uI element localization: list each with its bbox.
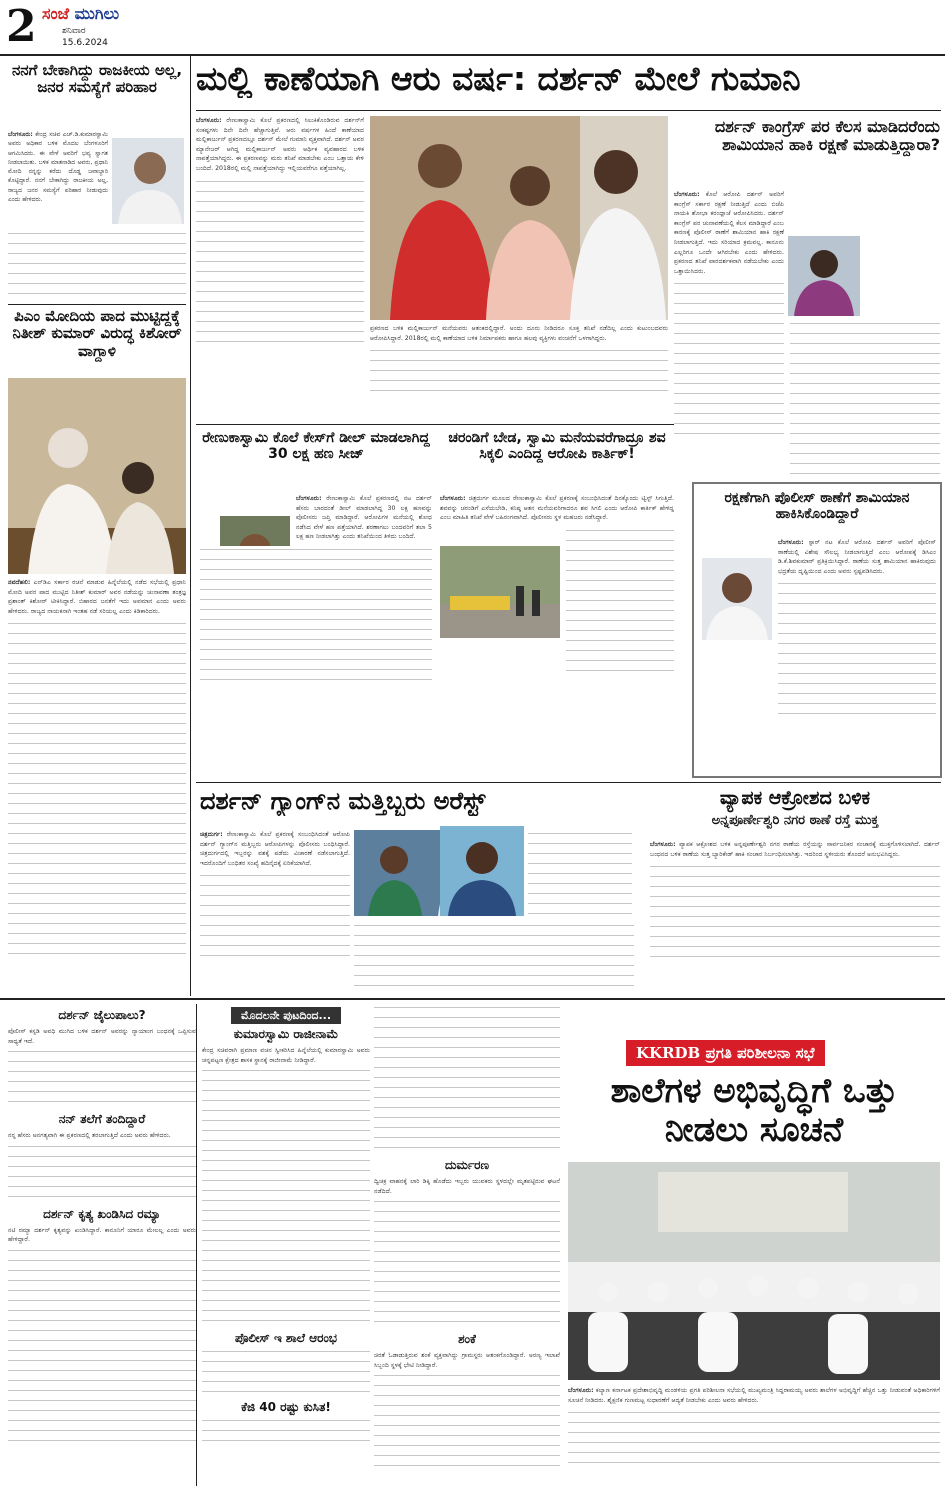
police-box-body-continued: [778, 580, 936, 720]
lead-dateline: ಬೆಂಗಳೂರು:: [196, 117, 222, 124]
hk-article: [8, 130, 186, 300]
renuka-body: ರೇಣುಕಾಸ್ವಾಮಿ ಕೊಲೆ ಪ್ರಕರಣದಲ್ಲಿ ನಟ ದರ್ಶನ್ ಹೆಸರು ಬಾರದಂತೆ ಡೀಲ್ ಮಾಡಲಾಗಿದ್ದ 30 ಲಕ್ಷ ಹಣವನ್ನು ಪೊಲೀಸರು ಜಪ್ತಿ ಮಾಡಿದ್ದಾರೆ. ಆರೋಪಿಗಳ ಮನೆಯಲ್ಲಿ ಶೋಧ ನಡೆಸಿದ ವೇಳೆ ಹಣ ಪತ್ತೆಯಾಗಿದೆ. ಶರಣಾಗಲು ಬಂದವರಿಗೆ ತಲಾ 5 ಲಕ್ಷ ಹಣ ನೀಡಲಾಗಿತ್ತು ಎಂದು ತನಿಖೆಯಿಂದ ತಿಳಿದು ಬಂದಿದೆ.: [296, 495, 432, 541]
gang-article: [200, 830, 350, 990]
renuka-dateline: ಬೆಂಗಳೂರು:: [296, 495, 322, 502]
shamiyana-headline: ದರ್ಶನ್ ಕಾಂಗ್ರೆಸ್ ಪರ ಕೆಲಸ ಮಾಡಿದರೆಂದು ಶಾಮಿಯಾನ ಹಾಕಿ ರಕ್ಷಣೆ ಮಾಡುತ್ತಿದ್ದಾರಾ?: [714, 117, 940, 155]
column-divider-2: [196, 1004, 197, 1486]
renuka-headline: ರೇಣುಕಾಸ್ವಾಮಿ ಕೊಲೆ ಕೇಸ್‌ಗೆ ಡೀಲ್ ಮಾಡಲಾಗಿದ್ದ 30 ಲಕ್ಷ ಹಣ ಸೀಜ್: [202, 430, 430, 463]
road-headline: ವ್ಯಾಪಕ ಆಕ್ರೋಶದ ಬಳಿಕ: [719, 787, 871, 809]
durmarana-body: ದ್ವಿಚಕ್ರ ವಾಹನಕ್ಕೆ ಲಾರಿ ಡಿಕ್ಕಿ ಹೊಡೆದು ಇಬ್ಬರು ಯುವಕರು ಸ್ಥಳದಲ್ಲೇ ಮೃತಪಟ್ಟಿರುವ ಘಟನೆ ನಡೆದಿದೆ.: [374, 1178, 560, 1195]
police-box: [692, 482, 942, 778]
lead-article-2: [370, 324, 668, 420]
road-subheadline: ಅನ್ನಪೂರ್ಣೇಶ್ವರಿ ನಗರ ಠಾಣೆ ರಸ್ತೆ ಮುಕ್ತ: [711, 813, 879, 828]
modi-body: ಎನ್‌ಡಿಎ ಸರ್ಕಾರ ರಚನೆ ಮಾಡುವ ಹಿನ್ನೆಲೆಯಲ್ಲಿ ನಡೆದ ಸಭೆಯಲ್ಲಿ ಪ್ರಧಾನಿ ಮೋದಿ ಅವರ ಪಾದ ಮುಟ್ಟಿದ ನಿತೀಶ್ ಕುಮಾರ್ ಅವರ ನಡೆಯನ್ನು ಚುನಾವಣಾ ತಂತ್ರಜ್ಞ ಪ್ರಶಾಂತ್ ಕಿಶೋರ್ ಟೀಕಿಸಿದ್ದಾರೆ. ಬಿಹಾರದ ಜನತೆಗೆ ಇದು ಅವಮಾನ ಎಂದು ಅವರು ಹೇಳಿದರು. ರಾಜ್ಯದ ನಾಯಕನಾಗಿ ಇಂತಹ ನಡೆ ಸರಿಯಲ್ಲ ಎಂದು ಕಿಡಿಕಾರಿದರು.: [8, 579, 186, 615]
newspaper-brand: [42, 4, 119, 24]
hdk-continued-2: [374, 1004, 560, 1154]
gang-accused-photo-2: [440, 826, 524, 916]
nan-tale-body: ನನ್ನ ಹೆಸರು ಅನಗತ್ಯವಾಗಿ ಈ ಪ್ರಕರಣದಲ್ಲಿ ತರಲಾಗುತ್ತಿದೆ ಎಂದು ಅವರು ಹೇಳಿದರು.: [8, 1132, 171, 1140]
issue-day: ಶನಿವಾರ: [62, 26, 86, 36]
kkrdb-dateline: ಬೆಂಗಳೂರು:: [568, 1387, 594, 1394]
gang-dateline: ಚಿತ್ರದುರ್ಗ:: [200, 831, 223, 838]
renuka-body-continued: [200, 546, 432, 686]
bottom-mid2-column: [374, 1004, 560, 1486]
police-school-title: ಪೊಲೀಸ್ ಇ ಶಾಲೆ ಆರಂಭ: [235, 1331, 337, 1346]
karthik-headline: ಚರಂಡಿಗೆ ಬೇಡ, ಸ್ವಾಮಿ ಮನೆಯವರೆಗಾದ್ರೂ ಶವ ಸಿಕ್ಕಲಿ ಎಂದಿದ್ದ ಆರೋಪಿ ಕಾರ್ತಿಕ್!: [448, 430, 666, 463]
ramya-continued: [8, 1247, 196, 1445]
hdk-continued: [202, 1067, 370, 1327]
karthik-article: [440, 494, 674, 776]
shamiyana-body: ಕೊಲೆ ಆರೋಪಿ ದರ್ಶನ್ ಅವರಿಗೆ ಕಾಂಗ್ರೆಸ್ ಸರ್ಕಾರ ರಕ್ಷಣೆ ನೀಡುತ್ತಿದೆ ಎಂದು ಬಿಜೆಪಿ ನಾಯಕಿ ಶೋಭಾ ಕರಂದ್ಲಾಜೆ ಆರೋಪಿಸಿದರು. ದರ್ಶನ್ ಕಾಂಗ್ರೆಸ್ ಪರ ಚುನಾವಣೆಯಲ್ಲಿ ಕೆಲಸ ಮಾಡಿದ್ದಾರೆ ಎಂಬ ಕಾರಣಕ್ಕೆ ಪೊಲೀಸ್ ಠಾಣೆಗೆ ಶಾಮಿಯಾನ ಹಾಕಿ ರಕ್ಷಣೆ ನೀಡಲಾಗುತ್ತಿದೆ. ಇದು ಸರಿಯಾದ ಕ್ರಮವಲ್ಲ. ಕಾನೂನು ಎಲ್ಲರಿಗೂ ಒಂದೇ ಆಗಿರಬೇಕು ಎಂದು ಹೇಳಿದರು. ಪ್ರಕರಣದ ತನಿಖೆ ಪಾರದರ್ಶಕವಾಗಿ ನಡೆಯಬೇಕು ಎಂದು ಒತ್ತಾಯಿಸಿದರು.: [674, 191, 784, 275]
gang-headline: ದರ್ಶನ್ ಗ್ಯಾಂಗ್‌ನ ಮತ್ತಿಬ್ಬರು ಅರೆಸ್ಟ್: [200, 788, 486, 815]
lead-rule: [196, 110, 941, 111]
section-rule: [8, 304, 186, 305]
gang-body: ರೇಣುಕಾಸ್ವಾಮಿ ಕೊಲೆ ಪ್ರಕರಣಕ್ಕೆ ಸಂಬಂಧಿಸಿದಂತೆ ಆರೋಪಿ ದರ್ಶನ್ ಗ್ಯಾಂಗ್‌ನ ಮತ್ತಿಬ್ಬರು ಆರೋಪಿಗಳನ್ನು ಪೊಲೀಸರು ಬಂಧಿಸಿದ್ದಾರೆ. ಚಿತ್ರದುರ್ಗದಲ್ಲಿ ಇಬ್ಬರನ್ನು ವಶಕ್ಕೆ ಪಡೆದು ವಿಚಾರಣೆ ನಡೆಸಲಾಗುತ್ತಿದೆ. ಇದರೊಂದಿಗೆ ಬಂಧಿತರ ಸಂಖ್ಯೆ ಹದಿನೈದಕ್ಕೆ ಏರಿಕೆಯಾಗಿದೆ.: [200, 831, 350, 867]
bottom-mid-column: [202, 1004, 370, 1486]
kumaraswamy-photo: [112, 138, 184, 224]
gang-body-continued: [200, 872, 350, 956]
kkrdb-body: ಕಲ್ಯಾಣ ಕರ್ನಾಟಕ ಪ್ರದೇಶಾಭಿವೃದ್ಧಿ ಮಂಡಳಿಯ ಪ್ರಗತಿ ಪರಿಶೀಲನಾ ಸಭೆಯಲ್ಲಿ ಮುಖ್ಯಮಂತ್ರಿ ಸಿದ್ದರಾಮಯ್ಯ ಅವರು ಶಾಲೆಗಳ ಅಭಿವೃದ್ಧಿಗೆ ಹೆಚ್ಚಿನ ಒತ್ತು ನೀಡುವಂತೆ ಅಧಿಕಾರಿಗಳಿಗೆ ಸೂಚನೆ ನೀಡಿದರು. ಶೈಕ್ಷಣಿಕ ಗುಣಮಟ್ಟ ಸುಧಾರಣೆಗೆ ಆದ್ಯತೆ ನೀಡಬೇಕು ಎಂದು ಅವರು ಹೇಳಿದರು.: [568, 1387, 940, 1404]
shanke-continued: [374, 1372, 560, 1468]
kkrdb-label-en: KKRDB: [636, 1044, 701, 1062]
kkrdb-article: [568, 1040, 940, 1484]
nan-tale-title: ನನ್ ತಲೆಗೆ ತಂದಿದ್ದಾರೆ: [58, 1112, 146, 1127]
shamiyana-article: [674, 190, 784, 480]
lead-body-continued: [196, 178, 364, 348]
bottom-left-column: [8, 1008, 196, 1484]
shanke-title: ಶಂಕೆ: [458, 1332, 476, 1347]
issue-date: 15.6.2024: [62, 38, 108, 48]
gang-body-column-2: [354, 922, 634, 988]
dk-shivakumar-photo: [702, 558, 772, 640]
durmarana-continued: [374, 1198, 560, 1328]
shanke-body: ಚಿರತೆ ಓಡಾಡುತ್ತಿರುವ ಶಂಕೆ ವ್ಯಕ್ತವಾಗಿದ್ದು ಗ್ರಾಮಸ್ಥರು ಆತಂಕಗೊಂಡಿದ್ದಾರೆ. ಅರಣ್ಯ ಇಲಾಖೆ ಸಿಬ್ಬಂದಿ ಸ್ಥಳಕ್ಕೆ ಭೇಟಿ ನೀಡಿದ್ದಾರೆ.: [374, 1352, 560, 1369]
road-article: [650, 840, 940, 990]
police-box-headline: ರಕ್ಷಣೆಗಾಗಿ ಪೊಲೀಸ್ ಠಾಣೆಗೆ ಶಾಮಿಯಾನ ಹಾಕಿಸಿಕೊಂಡಿದ್ದಾರೆ: [724, 490, 910, 523]
kkrdb-label-kn: ಪ್ರಗತಿ ಪರಿಶೀಲನಾ ಸಭೆ: [705, 1044, 815, 1062]
kkrdb-body-continued: [568, 1409, 940, 1469]
shobha-photo: [788, 236, 860, 316]
karthik-body-continued: [566, 527, 674, 677]
hk-headline: ನನಗೆ ಬೇಕಾಗಿದ್ದು ರಾಜಕೀಯ ಅಲ್ಲ, ಜನರ ಸಮಸ್ಯೆಗೆ ಪರಿಹಾರ: [11, 61, 183, 97]
ramya-title: ದರ್ಶನ್ ಕೃತ್ಯ ಖಂಡಿಸಿದ ರಮ್ಯಾ: [43, 1206, 161, 1221]
gang-body-column-3: [528, 830, 632, 918]
hdk-title: ಕುಮಾರಸ್ವಾಮಿ ರಾಜೀನಾಮೆ: [233, 1027, 339, 1041]
page-number: 2: [6, 1, 37, 52]
nan-tale-continued: [8, 1143, 196, 1201]
karthik-dateline: ಬೆಂಗಳೂರು:: [440, 495, 466, 502]
police-box-dateline: ಬೆಂಗಳೂರು:: [778, 539, 804, 546]
brand-part-1: ಸಂಜೆ: [42, 4, 69, 23]
shamiyana-dateline: ಬೆಂಗಳೂರು:: [674, 191, 700, 198]
road-dateline: ಬೆಂಗಳೂರು:: [650, 841, 676, 848]
police-school-continued: [202, 1348, 370, 1398]
column-divider: [190, 56, 191, 996]
durmarana-title: ದುರ್ಮರಣ: [444, 1158, 490, 1172]
modi-article: [8, 578, 186, 988]
section-rule-2: [196, 424, 674, 425]
hdk-body: ಕೇಂದ್ರ ಸಚಿವರಾಗಿ ಪ್ರಮಾಣ ವಚನ ಸ್ವೀಕರಿಸಿದ ಹಿನ್ನೆಲೆಯಲ್ಲಿ ಕುಮಾರಸ್ವಾಮಿ ಅವರು ಚನ್ನಪಟ್ಟಣ ಕ್ಷೇತ್ರದ ಶಾಸಕ ಸ್ಥಾನಕ್ಕೆ ರಾಜೀನಾಮೆ ನೀಡಿದ್ದಾರೆ.: [202, 1047, 370, 1064]
darshan-jail-continued: [8, 1048, 196, 1106]
price-continued: [202, 1417, 370, 1441]
karthik-body: ಚಿತ್ರದುರ್ಗ ಮೂಲದ ರೇಣುಕಾಸ್ವಾಮಿ ಕೊಲೆ ಪ್ರಕರಣಕ್ಕೆ ಸಂಬಂಧಿಸಿದಂತೆ ದಿನಕ್ಕೊಂದು ಟ್ವಿಸ್ಟ್ ಸಿಗುತ್ತಿದೆ. ಶವವನ್ನು ಚರಂಡಿಗೆ ಎಸೆಯಬೇಡಿ, ಕನಿಷ್ಠ ಆತನ ಮನೆಯವರಿಗಾದರೂ ಶವ ಸಿಗಲಿ ಎಂದು ಆರೋಪಿ ಕಾರ್ತಿಕ್ ಹೇಳಿದ್ದ ಎಂಬ ಮಾಹಿತಿ ತನಿಖೆ ವೇಳೆ ಬಹಿರಂಗವಾಗಿದೆ. ಪೊಲೀಸರು ಸ್ಥಳ ಮಹಜರು ನಡೆಸಿದ್ದಾರೆ.: [440, 495, 674, 522]
price-title: ಕೆಜಿ 40 ರಷ್ಟು ಕುಸಿತ!: [241, 1400, 331, 1415]
modi-headline: ಪಿಎಂ ಮೋದಿಯ ಪಾದ ಮುಟ್ಟಿದ್ದಕ್ಕೆ ನಿತೀಶ್ ಕುಮಾರ್ ವಿರುದ್ಧ ಕಿಶೋರ್ ವಾಗ್ದಾಳಿ: [12, 307, 182, 360]
lead-body-2: ಪ್ರಕರಣದ ಬಳಿಕ ಮಲ್ಲಿಕಾರ್ಜುನ್ ಮನೆಯವರು ಆತಂಕದಲ್ಲಿದ್ದಾರೆ. ಅಂದು ದೂರು ನೀಡಿದರೂ ಸೂಕ್ತ ತನಿಖೆ ನಡೆದಿಲ್ಲ ಎಂದು ಕುಟುಂಬದವರು ಆರೋಪಿಸಿದ್ದಾರೆ. 2018ರಲ್ಲಿ ಮಲ್ಲಿ ಕಾಣೆಯಾದ ಬಳಿಕ ನಿರ್ಮಾಪಕರು ಹಾಗೂ ಹಲವು ವ್ಯಕ್ತಿಗಳು ವಂಚನೆಗೆ ಒಳಗಾಗಿದ್ದರು.: [370, 325, 668, 342]
darshan-group-photo: [370, 116, 668, 320]
lead-article: [196, 116, 364, 416]
bottom-rule: [0, 998, 945, 1000]
ramya-body: ನಟಿ ರಮ್ಯಾ ದರ್ಶನ್ ಕೃತ್ಯವನ್ನು ಖಂಡಿಸಿದ್ದಾರೆ. ಕಾನೂನಿಗೆ ಯಾರೂ ಮೇಲಲ್ಲ ಎಂದು ಅವರು ಹೇಳಿದ್ದಾರೆ.: [8, 1226, 196, 1244]
lead-headline: ಮಲ್ಲಿ ಕಾಣೆಯಾಗಿ ಆರು ವರ್ಷ: ದರ್ಶನ್ ಮೇಲೆ ಗುಮಾನಿ: [196, 60, 801, 98]
lead-body: ರೇಣುಕಾಸ್ವಾಮಿ ಕೊಲೆ ಪ್ರಕರಣದಲ್ಲಿ ಸಿಲುಕಿಕೊಂಡಿರುವ ದರ್ಶನ್‌ಗೆ ಸಂಕಷ್ಟಗಳು ದಿನೇ ದಿನೇ ಹೆಚ್ಚಾಗುತ್ತಿವೆ. ಆರು ವರ್ಷಗಳ ಹಿಂದೆ ಕಾಣೆಯಾದ ಮಲ್ಲಿಕಾರ್ಜುನ್ ಪ್ರಕರಣದಲ್ಲೂ ದರ್ಶನ್ ಮೇಲೆ ಗುಮಾನಿ ವ್ಯಕ್ತವಾಗಿದೆ. ದರ್ಶನ್ ಅವರ ಮ್ಯಾನೇಜರ್ ಆಗಿದ್ದ ಮಲ್ಲಿಕಾರ್ಜುನ್ ಅವರು ಆರ್ಥಿಕ ವ್ಯವಹಾರದ ಬಳಿಕ ನಾಪತ್ತೆಯಾಗಿದ್ದರು. ಈ ಪ್ರಕರಣವನ್ನು ಮರು ತನಿಖೆ ಮಾಡಬೇಕು ಎಂಬ ಒತ್ತಾಯ ಕೇಳಿ ಬಂದಿದೆ. 2018ರಲ್ಲಿ ಮಲ್ಲಿ ನಾಪತ್ತೆಯಾಗಿದ್ದು ಇಲ್ಲಿಯವರೆಗೂ ಪತ್ತೆಯಾಗಿಲ್ಲ.: [196, 117, 364, 173]
shamiyana-body-column-2: [790, 320, 940, 474]
renuka-article: [200, 494, 432, 774]
shamiyana-body-continued: [674, 280, 784, 440]
kkrdb-meeting-photo: [568, 1162, 940, 1380]
modi-dateline: ನವದೆಹಲಿ:: [8, 579, 31, 586]
darshan-jail-body: ಪೊಲೀಸ್ ಕಸ್ಟಡಿ ಅವಧಿ ಮುಗಿದ ಬಳಿಕ ದರ್ಶನ್ ಅವರನ್ನು ನ್ಯಾಯಾಂಗ ಬಂಧನಕ್ಕೆ ಒಪ್ಪಿಸುವ ಸಾಧ್ಯತೆ ಇದೆ.: [8, 1028, 196, 1045]
road-body-continued: [650, 863, 940, 963]
section-rule-3: [196, 782, 941, 783]
darshan-jail-title: ದರ್ಶನ್ ಜೈಲುಪಾಲು?: [58, 1008, 146, 1022]
continued-tag: ಮೊದಲನೇ ಪುಟದಿಂದ...: [231, 1007, 341, 1024]
kkrdb-headline: ಶಾಲೆಗಳ ಅಭಿವೃದ್ಧಿಗೆ ಒತ್ತು ನೀಡಲು ಸೂಚನೆ: [610, 1071, 898, 1151]
police-box-body: ಸ್ಟಾರ್ ನಟ ಕೊಲೆ ಆರೋಪಿ ದರ್ಶನ್ ಅವರಿಗೆ ಪೊಲೀಸ್ ಠಾಣೆಯಲ್ಲಿ ವಿಶೇಷ ಸೌಲಭ್ಯ ನೀಡಲಾಗುತ್ತಿದೆ ಎಂಬ ಆರೋಪಕ್ಕೆ ಡಿಸಿಎಂ ಡಿ.ಕೆ.ಶಿವಕುಮಾರ್ ಪ್ರತಿಕ್ರಿಯಿಸಿದ್ದಾರೆ. ಠಾಣೆಯ ಸುತ್ತ ಶಾಮಿಯಾನ ಹಾಕಿರುವುದು ಭದ್ರತೆಯ ದೃಷ್ಟಿಯಿಂದ ಎಂದು ಅವರು ಸ್ಪಷ್ಟಪಡಿಸಿದರು.: [778, 539, 936, 575]
modi-nitish-photo: [8, 378, 186, 574]
hk-body-continued: [8, 230, 186, 300]
masthead: [0, 0, 945, 56]
hk-dateline: ಬೆಂಗಳೂರು:: [8, 131, 33, 138]
road-body: ವ್ಯಾಪಕ ಆಕ್ರೋಶದ ಬಳಿಕ ಅನ್ನಪೂರ್ಣೇಶ್ವರಿ ನಗರ ಠಾಣೆಯ ರಸ್ತೆಯನ್ನು ಸಾರ್ವಜನಿಕರ ಸಂಚಾರಕ್ಕೆ ಮುಕ್ತಗೊಳಿಸಲಾಗಿದೆ. ದರ್ಶನ್ ಬಂಧನದ ಬಳಿಕ ಠಾಣೆಯ ಸುತ್ತ ಬ್ಯಾರಿಕೇಡ್ ಹಾಕಿ ಸಂಚಾರ ನಿರ್ಬಂಧಿಸಲಾಗಿತ್ತು. ಇದರಿಂದ ಸ್ಥಳೀಯರು ತೊಂದರೆ ಅನುಭವಿಸಿದ್ದರು.: [650, 841, 940, 858]
hk-body: ಕೇಂದ್ರ ಸಚಿವ ಎಚ್.ಡಿ.ಕುಮಾರಸ್ವಾಮಿ ಅವರು ಅಧಿಕಾರ ಬಳಿಕ ಮೊದಲ ಬೆಂಗಳೂರಿಗೆ ಆಗಮಿಸಿದರು. ಈ ವೇಳೆ ಅವರಿಗೆ ಭವ್ಯ ಸ್ವಾಗತ ನೀಡಲಾಯಿತು. ಬಳಿಕ ಮಾತನಾಡಿದ ಅವರು, ಪ್ರಧಾನಿ ಮೋದಿ ನನ್ನನ್ನು ಕರೆದು ದೊಡ್ಡ ಜವಾಬ್ದಾರಿ ಕೊಟ್ಟಿದ್ದಾರೆ. ನನಗೆ ಬೇಕಾಗಿದ್ದು ರಾಜಕೀಯ ಅಲ್ಲ, ರಾಜ್ಯದ ಜನರ ಸಮಸ್ಯೆಗೆ ಪರಿಹಾರ ನೀಡುವುದು ಎಂದು ಹೇಳಿದರು.: [8, 131, 108, 204]
lead-body-2-continued: [370, 347, 668, 397]
kkrdb-body-wrap: [568, 1386, 940, 1482]
modi-body-continued: [8, 620, 186, 960]
kkrdb-banner: [626, 1040, 825, 1066]
brand-part-2: ಮುಗಿಲು: [74, 4, 120, 23]
